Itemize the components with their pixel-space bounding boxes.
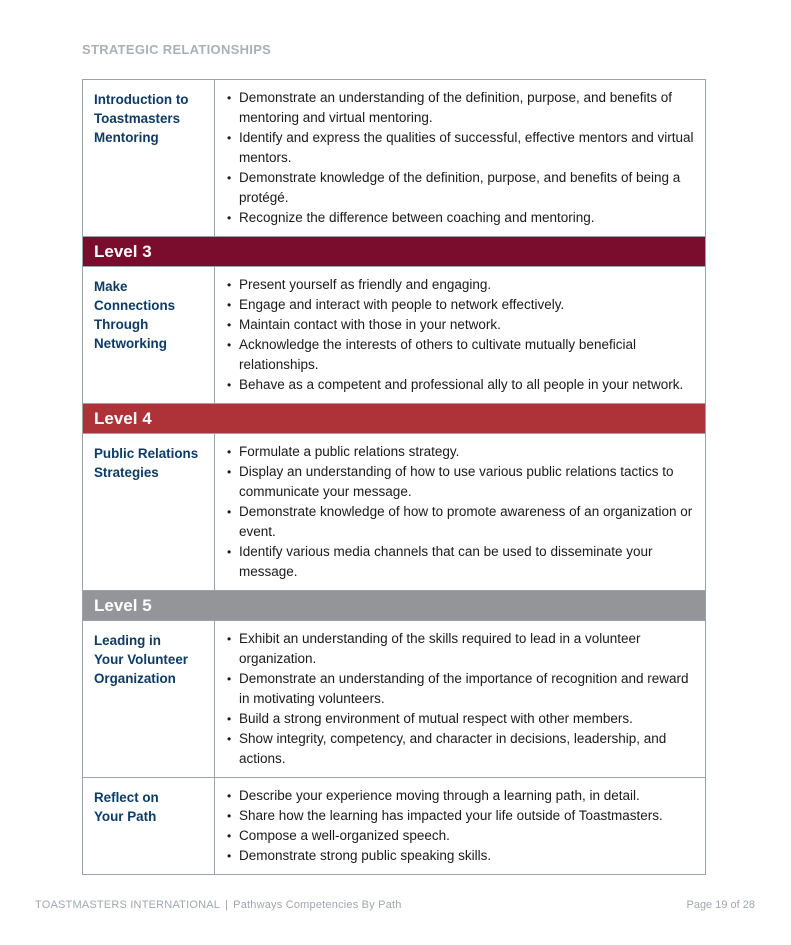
list-item: • Behave as a competent and professional ally to all people in your network.: [227, 375, 695, 395]
row-label-line: Introduction to: [94, 92, 189, 107]
list-item: • Present yourself as friendly and engaging.: [227, 275, 695, 295]
list-item: • Compose a well-organized speech.: [227, 826, 695, 846]
row-label-line: Your Path: [94, 809, 157, 824]
footer-org: TOASTMASTERS INTERNATIONAL: [35, 899, 221, 911]
footer-separator: |: [225, 899, 229, 911]
row-label: [83, 434, 215, 590]
row-label-line: Make: [94, 279, 128, 294]
footer-doc-title: Pathways Competencies By Path: [233, 899, 402, 911]
level-4-header: Level 4: [83, 403, 705, 433]
list-item: • Formulate a public relations strategy.: [227, 442, 695, 462]
list-item: • Demonstrate an understanding of the definition, purpose, and benefits of mentoring and virtual mentoring.: [227, 88, 695, 128]
list-item: • Demonstrate strong public speaking skills.: [227, 846, 695, 866]
row-label-line: Mentoring: [94, 130, 159, 145]
row-label: [83, 778, 215, 874]
row-label-line: Your Volunteer: [94, 652, 188, 667]
row-label-line: Strategies: [94, 465, 159, 480]
list-item: • Recognize the difference between coaching and mentoring.: [227, 208, 695, 228]
table-row: [83, 620, 705, 777]
table-row: [83, 266, 705, 403]
list-item: • Demonstrate knowledge of how to promote awareness of an organization or event.: [227, 502, 695, 542]
list-item: • Engage and interact with people to network effectively.: [227, 295, 695, 315]
row-label-line: Leading in: [94, 633, 161, 648]
list-item: • Exhibit an understanding of the skills required to lead in a volunteer organization.: [227, 629, 695, 669]
section-title: STRATEGIC RELATIONSHIPS: [82, 42, 272, 57]
row-label-line: Connections: [94, 298, 176, 313]
row-label-line: Networking: [94, 336, 167, 351]
row-label: [83, 267, 215, 403]
row-label-line: Reflect on: [94, 790, 159, 805]
list-item: • Identify various media channels that can be used to disseminate your message.: [227, 542, 695, 582]
list-item: • Demonstrate an understanding of the importance of recognition and reward in motivating volunteers.: [227, 669, 695, 709]
list-item: • Build a strong environment of mutual respect with other members.: [227, 709, 695, 729]
list-item: • Display an understanding of how to use various public relations tactics to communicate your message.: [227, 462, 695, 502]
footer-left: [35, 899, 402, 911]
row-label: [83, 80, 215, 236]
level-5-header: Level 5: [83, 590, 705, 620]
competency-table: [82, 79, 706, 875]
competency-list: [215, 778, 705, 874]
list-item: • Share how the learning has impacted your life outside of Toastmasters.: [227, 806, 695, 826]
competency-list: [215, 621, 705, 777]
list-item: • Identify and express the qualities of successful, effective mentors and virtual mentors.: [227, 128, 695, 168]
table-row: [83, 777, 705, 874]
table-row: [83, 433, 705, 590]
level-3-header: Level 3: [83, 236, 705, 266]
row-label: [83, 621, 215, 777]
list-item: • Acknowledge the interests of others to cultivate mutually beneficial relationships.: [227, 335, 695, 375]
row-label-line: Through: [94, 317, 149, 332]
list-item: • Maintain contact with those in your network.: [227, 315, 695, 335]
competency-list: [215, 80, 705, 236]
table-row: [83, 80, 705, 236]
row-label-line: Toastmasters: [94, 111, 181, 126]
row-label-line: Organization: [94, 671, 176, 686]
list-item: • Demonstrate knowledge of the definition, purpose, and benefits of being a protégé.: [227, 168, 695, 208]
list-item: • Show integrity, competency, and character in decisions, leadership, and actions.: [227, 729, 695, 769]
list-item: • Describe your experience moving through a learning path, in detail.: [227, 786, 695, 806]
row-label-line: Public Relations: [94, 446, 199, 461]
page-number: Page 19 of 28: [686, 899, 755, 911]
competency-list: [215, 434, 705, 590]
competency-list: [215, 267, 705, 403]
